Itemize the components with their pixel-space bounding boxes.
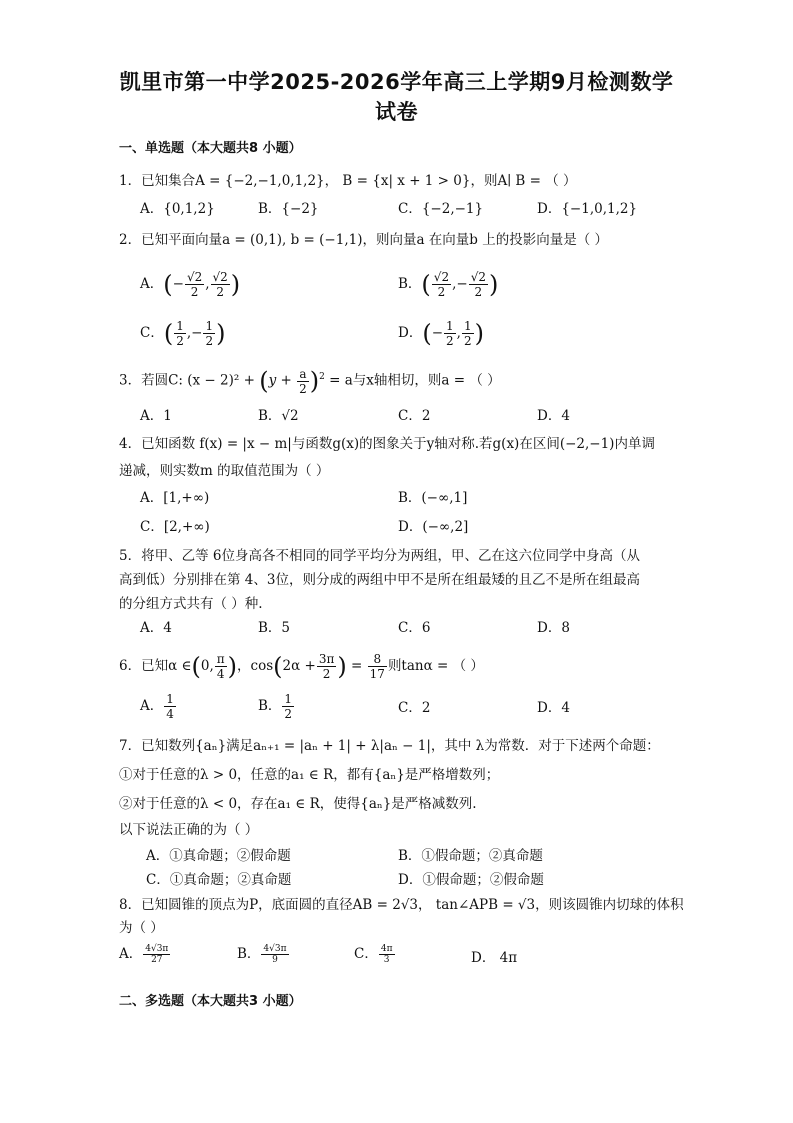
exam-title-line1: 凯里市第一中学2025-2026学年高三上学期9月检测数学: [119, 70, 674, 94]
question-8-stem-line1: 8．已知圆锥的顶点为P，底面圆的直径AB = 2√3， tan∠APB = √3，则该圆锥内切球的体积: [119, 897, 684, 913]
fraction: $\frac{1}{2}$: [284, 692, 293, 721]
fraction: $\frac{√2}{2}$: [433, 270, 450, 299]
q1-option-a: A．{0,1,2}: [140, 201, 215, 217]
question-4-stem-line1: 4．已知函数 f(x) = |x − m|与函数g(x)的图象关于y轴对称.若g(x)在区间(−2,−1)内单调: [119, 436, 655, 452]
q6-option-d: D．4: [537, 700, 570, 716]
q3-option-a: A．1: [140, 408, 172, 424]
section-heading-multiple-choice: 二、多选题（本大题共3 小题）: [119, 994, 302, 1009]
question-7-stem: 7．已知数列{aₙ}满足aₙ₊₁ = |aₙ + 1| + λ|aₙ − 1|，其中 λ为常数．对于下述两个命题：: [119, 738, 660, 754]
fraction: $\frac{3\pi}{2}$: [318, 652, 335, 681]
q7-option-c: C．①真命题；②真命题: [146, 872, 292, 888]
q2-option-b: B．( $\frac{√2}{2}$ ,− $\frac{√2}{2}$ ): [398, 270, 499, 299]
paren-close: ): [216, 319, 226, 348]
paren-close: ): [337, 652, 347, 681]
paren-open: (: [273, 652, 283, 681]
q4-option-a: A．[1,+∞): [140, 490, 210, 506]
q1-option-b: B．{−2}: [258, 201, 319, 217]
exam-title-line2: 试卷: [375, 100, 418, 124]
q3-stem-pre: 3．若圆C: (x − 2)² +: [119, 372, 255, 389]
fraction: $\frac{4√3\pi}{9}$: [263, 944, 287, 965]
paren-open: (: [421, 270, 431, 299]
paren-close: ): [227, 652, 238, 681]
q5-option-d: D．8: [537, 620, 570, 636]
paren-open: (: [163, 270, 173, 299]
paren-close: ): [230, 270, 241, 299]
q6-option-a: [140, 692, 177, 721]
fraction: $\frac{1}{2}$: [446, 319, 454, 348]
q8-option-b-label: B．: [237, 946, 261, 962]
paren-open: (: [259, 367, 269, 395]
q2-option-a-label: A．: [140, 276, 164, 292]
fraction: $\frac{8}{17}$: [369, 652, 385, 681]
q4-option-d: D．(−∞,2]: [398, 519, 469, 535]
fraction: $\frac{\pi}{4}$: [216, 652, 225, 681]
question-6-stem: 6．已知α ∈(0, $\frac{\pi}{4}$ )，cos(2α + $\frac{3\pi}{2}$ ) = $\frac{8}{17}$ 则tanα = （ ）: [119, 652, 484, 681]
q6-stem-mid: ，cos: [237, 658, 274, 674]
question-5-stem-line1: 5．将甲、乙等 6位身高各不相同的同学平均分为两组，甲、乙在这六位同学中身高（从: [119, 548, 640, 564]
q8-option-a: [119, 944, 171, 965]
q2-option-b-label: B．: [398, 276, 422, 292]
paren-close: ): [309, 367, 320, 395]
q6-stem-pre: 6．已知α ∈: [119, 658, 192, 674]
q4-option-b: B．(−∞,1]: [398, 490, 468, 506]
fraction: $\frac{4√3\pi}{27}$: [145, 944, 169, 965]
q6-option-a-label: A．: [140, 698, 164, 714]
q6-option-b: [258, 692, 295, 721]
question-1-stem: 1．已知集合A = {−2,−1,0,1,2}， B = {x| x + 1 > 0}，则A∣ B = （ ）: [119, 173, 577, 189]
question-2-stem: 2．已知平面向量a = (0,1), b = (−1,1)，则向量a 在向量b 上的投影向量是（ ）: [119, 232, 609, 248]
question-3-stem: 3．若圆C: (x − 2)² + (y + $\frac{a}{2}$ )$^2$ = a与x轴相切，则a = （ ）: [119, 366, 501, 396]
section-heading-single-choice: 一、单选题（本大题共8 小题）: [119, 141, 302, 156]
q3-option-b: B．√2: [258, 408, 299, 424]
fraction: $\frac{√2}{2}$: [186, 270, 203, 299]
q4-option-c: C．[2,+∞): [140, 519, 210, 535]
q2-option-c-label: C．: [140, 325, 164, 341]
q1-option-c: C．{−2,−1}: [398, 201, 484, 217]
q7-option-d: D．①假命题；②假命题: [398, 872, 544, 888]
q5-option-a: A．4: [140, 620, 172, 636]
q8-option-b: [237, 944, 290, 965]
q7-lead: 以下说法正确的为（ ）: [119, 822, 259, 838]
fraction: $\frac{1}{2}$: [205, 319, 214, 348]
paren-close: ): [488, 270, 499, 299]
q8-option-a-label: A．: [119, 946, 143, 962]
question-5-stem-line3: 的分组方式共有（ ）种.: [119, 596, 263, 612]
paren-open: (: [163, 319, 174, 348]
q8-option-c-label: C．: [354, 946, 378, 962]
question-5-stem-line2: 高到低）分别排在第 4、3位，则分成的两组中甲不是所在组最矮的且乙不是所在组最高: [119, 572, 640, 588]
q7-proposition-2: ②对于任意的λ < 0，存在a₁ ∈ R，使得{aₙ}是严格减数列.: [119, 796, 477, 812]
q8-option-d: D． 4π: [471, 950, 518, 966]
fraction: $\frac{a}{2}$: [299, 366, 307, 396]
q5-option-b: B．5: [258, 620, 291, 636]
q7-option-b: B．①假命题；②真命题: [398, 848, 543, 864]
q3-option-c: C．2: [398, 408, 431, 424]
q2-option-c: C．( $\frac{1}{2}$ ,− $\frac{1}{2}$ ): [140, 319, 226, 348]
q7-option-a: A．①真命题；②假命题: [146, 848, 291, 864]
q6-option-c: C．2: [398, 700, 431, 716]
q2-option-d-label: D．: [398, 325, 423, 341]
q6-stem-post: 则tanα = （ ）: [387, 658, 484, 674]
q1-option-d: D．{−1,0,1,2}: [537, 201, 638, 217]
q2-option-d: D．(− $\frac{1}{2}$ , $\frac{1}{2}$ ): [398, 319, 484, 348]
q2-option-a: A．(− $\frac{√2}{2}$ , $\frac{√2}{2}$ ): [140, 270, 241, 299]
fraction: $\frac{1}{4}$: [166, 692, 174, 721]
q3-option-d: D．4: [537, 408, 570, 424]
q7-proposition-1: ①对于任意的λ > 0，任意的a₁ ∈ R，都有{aₙ}是严格增数列；: [119, 767, 500, 783]
fraction: $\frac{4\pi}{3}$: [380, 944, 393, 965]
question-4-stem-line2: 递减，则实数m 的取值范围为（ ）: [119, 463, 330, 479]
q8-option-c: [354, 944, 396, 965]
paren-open: (: [191, 652, 201, 681]
paren-open: (: [422, 319, 432, 348]
q5-option-c: C．6: [398, 620, 431, 636]
question-8-stem-line2: 为（ ）: [119, 920, 164, 936]
fraction: $\frac{√2}{2}$: [470, 270, 486, 299]
fraction: $\frac{1}{2}$: [176, 319, 184, 348]
fraction: $\frac{1}{2}$: [463, 319, 472, 348]
fraction: $\frac{√2}{2}$: [212, 270, 228, 299]
q3-stem-post: = a与x轴相切，则a = （ ）: [329, 372, 501, 389]
q6-option-b-label: B．: [258, 698, 282, 714]
paren-close: ): [474, 319, 484, 348]
